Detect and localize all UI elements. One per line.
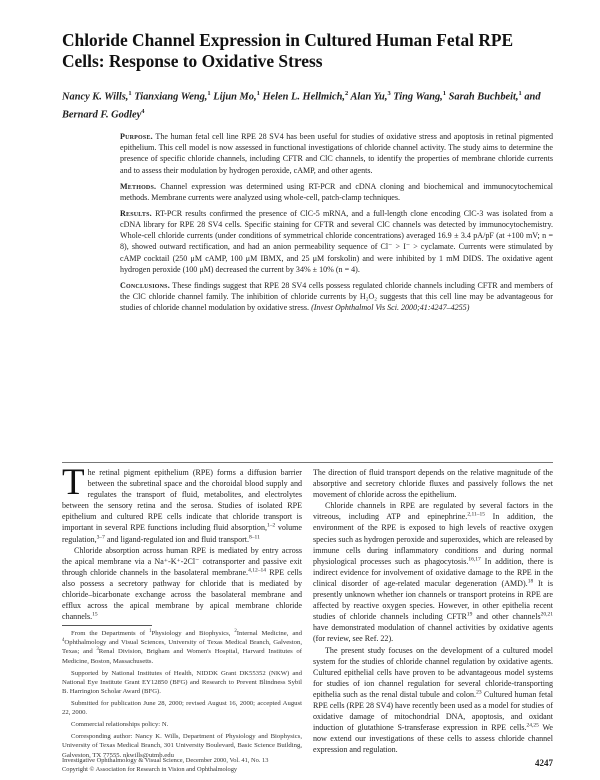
reference-mark: 1–2 [266, 522, 276, 529]
reference-mark: 23 [476, 689, 482, 696]
affiliation-mark: 4 [141, 107, 145, 115]
page-number: 4247 [535, 758, 553, 768]
author-name: Lijun Mo, [213, 91, 257, 103]
reference-mark: 4,12–14 [248, 567, 266, 574]
funding-note: Supported by National Institutes of Health, NIDDK Grant DK55352 (NKW) and National Eye Institute Grant EY12850 (BFG) and Research to Prevent Blindness Sybil B. Harrington Scholar Award (BFG). [62, 669, 302, 696]
purpose-text: The human fetal cell line RPE 28 SV4 has been useful for studies of oxidative stress and apoptosis in retinal pigmented epithelium. This cell model is now assessed in functional investigations of chloride channel activity. The study aims to determine the presence of specific chloride channels, including CFTR and ClC channels, to identify the properties of membrane chloride currents and to assess their modulation by hydrogen peroxide, cAMP, and other agents. [120, 132, 553, 175]
reference-mark: 1 [149, 628, 152, 634]
copyright-line: Copyright © Association for Research in Vision and Ophthalmology [62, 765, 238, 773]
abstract-conclusions [120, 280, 553, 314]
methods-text: Channel expression was determined using RT-PCR and cDNA cloning and biochemical and immunocytochemical methods. Membrane currents were analyzed using whole-cell, patch-clamp techniques. [120, 181, 553, 202]
abstract-citation: (Invest Ophthalmol Vis Sci. 2000;41:4247–4255) [311, 303, 470, 313]
interests-note: Commercial relationships policy: N. [71, 721, 169, 729]
author-name: Alan Yu, [350, 91, 388, 103]
affiliations-note: From the Departments of $^1$Physiology and Biophysics, $^2$Internal Medicine, and $^4$Ophthalmology and Visual Sciences, University of Texas Medical Branch, Galveston, Texas; and $^3$Renal Division, Brigham and Women's Hospital, Harvard Institutes of Medicine, Boston, Massachusetts. [62, 628, 302, 665]
body-paragraph: The direction of fluid transport depends on the relative magnitude of the absorptive and secretory chloride fluxes and passively follows the net movement of chloride across the epithelium. [313, 468, 553, 500]
footnote-divider [62, 625, 152, 626]
results-heading: Results. [120, 208, 152, 218]
results-text: RT-PCR results confirmed the presence of ClC-5 mRNA, and a full-length clone encoding ClC-3 was isolated from a cDNA library for RPE 28 SV4 cells. Specific staining for CFTR and several ClC channels was detected by immunocytochemistry. Whole-cell chloride currents (under conditions of symmetrical chloride concentrations) averaged 16.9 ± 3.4 pA/pF (at +100 mV; n = 8), showed outward rectification, and had an anion permeability sequence of Cl⁻ > I⁻ > cyclamate. Currents were stimulated by cAMP cocktail (250 μM cAMP, 100 μM IBMX, and 25 μM forskolin) and were inhibited by 1 mM DIDS. The oxidative agent hydrogen peroxide (100 μM) decreased the current by 34% ± 10% (n = 4). [120, 208, 553, 274]
reference-mark: 4 [62, 637, 65, 643]
journal-footer [62, 757, 402, 774]
abstract-results [120, 208, 553, 275]
body-paragraph: Chloride absorption across human RPE is mediated by entry across the apical membrane via a Na⁺-K⁺-2Cl⁻ cotransporter and passive exit through chloride channels in the basolateral membrane.$^{4,12-14}$ RPE cells also possess a secretory pathway for chloride that is mediated by chloride–bicarbonate exchange across the basolateral membrane and efflux across the apical membrane by apical membrane chloride channels.$^{15}$ [62, 545, 302, 622]
article-title: Chloride Channel Expression in Cultured Human Fetal RPE Cells: Response to Oxidative Stress [62, 30, 514, 71]
abstract-methods [120, 181, 553, 203]
reference-mark: 2,11–15 [467, 511, 485, 518]
reference-mark: 3–7 [96, 533, 105, 540]
reference-mark: 8–11 [249, 533, 260, 540]
author-name: and Bernard F. Godley [62, 91, 541, 121]
conclusions-text: These findings suggest that RPE 28 SV4 cells possess regulated chloride channels including CFTR and members of the ClC chloride channel family. The inhibition of chloride currents by H₂O₂ suggests that this cell line may be advantageous for studies of chloride channel modulation by oxidative stress. [120, 280, 553, 313]
body-column-left [62, 462, 302, 622]
section-divider [62, 462, 553, 463]
body-paragraph: The present study focuses on the development of a cultured model system for the studies of chloride channel regulation by oxidative agents. Cultured epithelial cells have proven to be advantageous model systems for studies of ion channel regulation for several chloride-transporting epithelia such as the renal distal tubule and colon.$^{23}$ Cultured human fetal RPE cells (RPE 28 SV4) have recently been used as a model for studies of oxidative damage of mitochondrial DNA, apoptosis, and oxidant induction of glutathione S-transferase expression in RPE cells.$^{24,25}$ We now extend our investigations of these cells to assess chloride channel expression and regulation. [313, 645, 554, 755]
drop-cap: T [62, 462, 85, 503]
author-list [62, 87, 552, 123]
affiliation-mark: 1 [256, 90, 260, 97]
submission-note: Submitted for publication June 28, 2000; revised August 16, 2000; accepted August 22, 2000. [62, 700, 302, 717]
affiliation-mark: 1 [207, 90, 211, 97]
reference-mark: 19 [466, 611, 473, 618]
footnotes [62, 629, 302, 763]
intro-text: he retinal pigment epithelium (RPE) forms a diffusion barrier between the subretinal space and the choroidal blood supply and regulates the transport of fluid, metabolites, and electrolytes between the sensory retina and the serosa. Studies of isolated RPE epithelium and cultured RPE cells indicate that chloride transport is important in several RPE functions including fluid absorption,$^{1-2}$ volume regulation,$^{3-7}$ and ligand-regulated ion and fluid transport.$^{8-11}$ [62, 468, 302, 544]
reference-mark: 15 [92, 611, 98, 618]
affiliation-mark: 2 [344, 90, 349, 97]
reference-mark: 16,17 [468, 556, 481, 563]
body-column-right [313, 467, 553, 755]
journal-line: Investigative Ophthalmology & Visual Science, December 2000, Vol. 41, No. 13 [62, 757, 269, 764]
author-name: Nancy K. Wills, [62, 91, 129, 103]
abstract-purpose [120, 131, 553, 176]
reference-mark: 2 [234, 628, 237, 634]
conclusions-heading: Conclusions. [120, 280, 170, 290]
affiliation-mark: 3 [387, 90, 391, 97]
purpose-heading: Purpose. [120, 132, 153, 141]
reference-mark: 20,21 [540, 611, 553, 618]
reference-mark: 24,25 [526, 722, 539, 729]
methods-heading: Methods. [120, 181, 157, 191]
author-name: Ting Wang, [393, 91, 443, 103]
author-name: Helen L. Hellmich, [262, 91, 345, 103]
author-name: Sarah Buchbeit, [448, 91, 519, 103]
author-name: Tianxiang Weng, [134, 91, 208, 103]
abstract [120, 131, 553, 318]
affiliation-mark: 1 [442, 90, 447, 97]
reference-mark: 3 [96, 647, 99, 653]
affiliation-mark: 1 [518, 90, 522, 97]
correspondence-note: Corresponding author: Nancy K. Wills, Department of Physiology and Biophysics, University of Texas Medical Branch, 301 University Boulevard, Basic Science Building, Galveston, TX 77555. nkwills@utmb.edu [62, 733, 302, 759]
intro-paragraph [62, 462, 302, 545]
body-paragraph: Chloride channels in RPE are regulated by several factors in the vitreous, including ATP and epinephrine.$^{2,11-15}$ In addition, the environment of the RPE is exposed to high levels of reactive oxygen species such as hydrogen peroxide and superoxides, which are released by immune cells during inflammatory conditions and during normal physiological processes such as phagocytosis.$^{16,17}$ In addition, there is indirect evidence for involvement of oxidative damage to the RPE in the clinical disorder of age-related macular degeneration (AMD).$^{18}$ It is presently unknown whether ion channels or transport proteins in RPE are affected by reactive oxygen species. However, in other epithelia recent studies of chloride channels including CFTR$^{19}$ and other channels$^{20,21}$ have demonstrated modulation of channel activities by oxidative agents (for review, see Ref. 22). [313, 501, 553, 644]
reference-mark: 18 [527, 578, 534, 585]
affiliation-mark: 1 [128, 90, 132, 97]
